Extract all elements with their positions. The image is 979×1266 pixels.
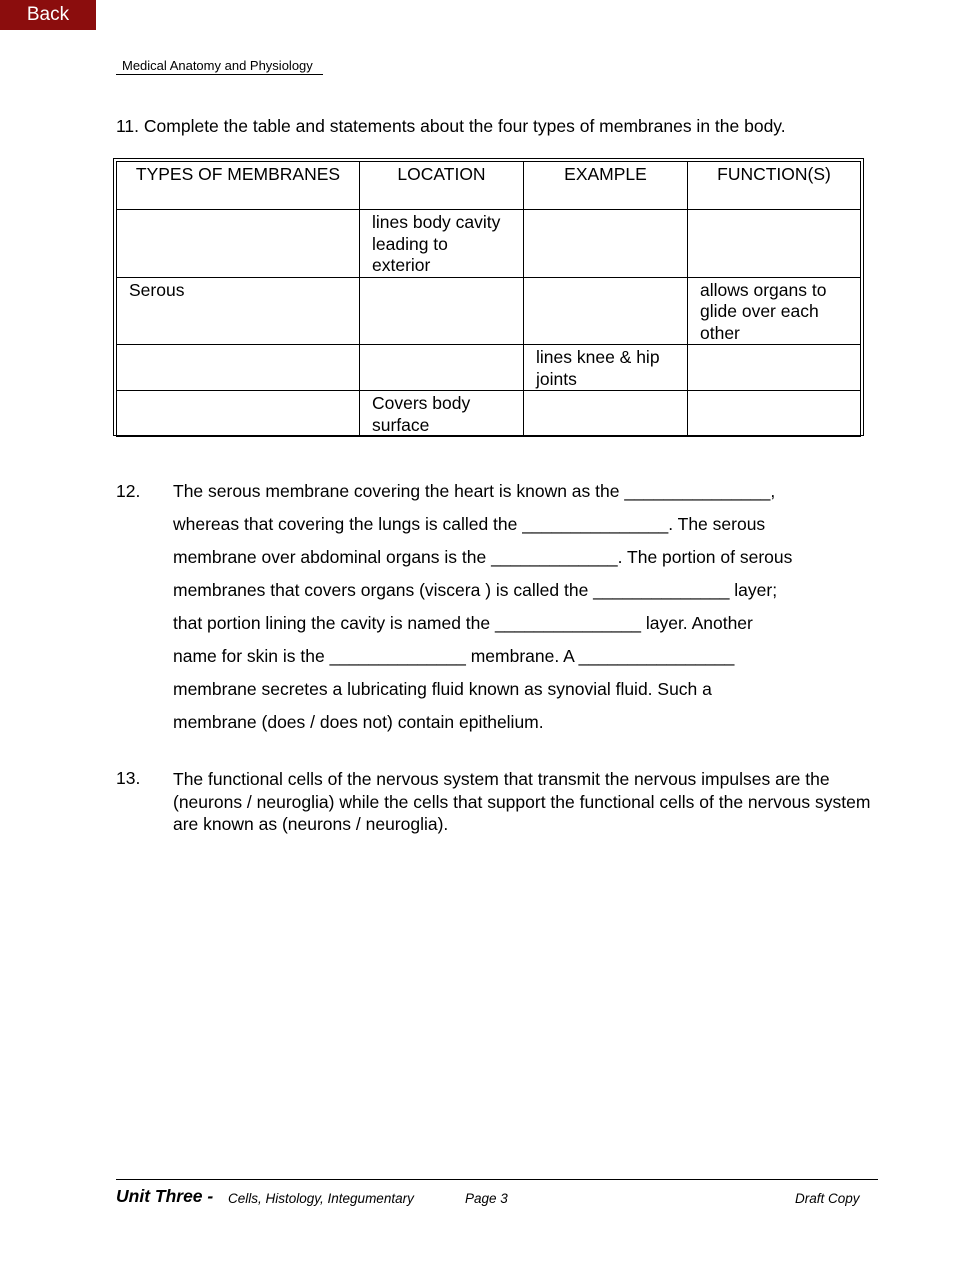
table-cell	[688, 210, 861, 278]
footer-divider	[116, 1179, 878, 1180]
table-cell: allows organs to glide over each other	[688, 277, 861, 345]
question-12-line: membranes that covers organs (viscera ) is called the ______________ layer;	[173, 580, 778, 600]
table-row	[117, 391, 861, 437]
footer-unit-subtitle: Cells, Histology, Integumentary	[228, 1191, 414, 1206]
question-12-line: membrane (does / does not) contain epithelium.	[173, 712, 544, 732]
question-12-line: that portion lining the cavity is named the _______________ layer. Another	[173, 613, 753, 633]
table-cell	[688, 345, 861, 391]
table-cell	[688, 391, 861, 437]
back-button[interactable]: Back	[0, 0, 96, 30]
table-row	[117, 345, 861, 391]
question-12-line: The serous membrane covering the heart is known as the _______________,	[173, 481, 776, 501]
header-location: LOCATION	[360, 162, 524, 210]
header-types: TYPES OF MEMBRANES	[117, 162, 360, 210]
course-header: Medical Anatomy and Physiology	[116, 58, 323, 75]
footer-status: Draft Copy	[795, 1191, 860, 1206]
table-cell: lines body cavity leading to exterior	[360, 210, 524, 278]
table-cell	[117, 210, 360, 278]
table-row	[117, 210, 861, 278]
question-12-line: name for skin is the ______________ membrane. A ________________	[173, 646, 735, 666]
question-12-line: membrane secretes a lubricating fluid known as synovial fluid. Such a	[173, 679, 712, 699]
question-12-number: 12.	[116, 481, 141, 501]
question-13-number: 13.	[116, 768, 141, 788]
table-cell: lines knee & hip joints	[524, 345, 688, 391]
table-row	[117, 277, 861, 345]
table-cell	[360, 345, 524, 391]
membranes-table-frame	[113, 158, 864, 436]
question-11-prompt: 11. Complete the table and statements about the four types of membranes in the body.	[116, 116, 786, 136]
table-cell	[524, 277, 688, 345]
question-12-line: membrane over abdominal organs is the _____________. The portion of serous	[173, 547, 793, 567]
header-example: EXAMPLE	[524, 162, 688, 210]
table-header-row	[117, 162, 861, 210]
table-cell	[117, 345, 360, 391]
table-cell: Covers body surface	[360, 391, 524, 437]
header-functions: FUNCTION(S)	[688, 162, 861, 210]
table-cell	[524, 391, 688, 437]
table-cell: Serous	[117, 277, 360, 345]
membranes-table	[116, 161, 861, 437]
table-cell	[117, 391, 360, 437]
footer-unit-title: Unit Three -	[116, 1186, 214, 1206]
question-12-line: whereas that covering the lungs is called the _______________. The serous	[173, 514, 766, 534]
table-cell	[524, 210, 688, 278]
question-13-text: The functional cells of the nervous system that transmit the nervous impulses are the (neurons / neuroglia) while the cells that support the functional cells of the nervous system are known as (neurons / neuroglia).	[173, 769, 871, 834]
footer-page-number: Page 3	[465, 1191, 508, 1206]
table-cell	[360, 277, 524, 345]
